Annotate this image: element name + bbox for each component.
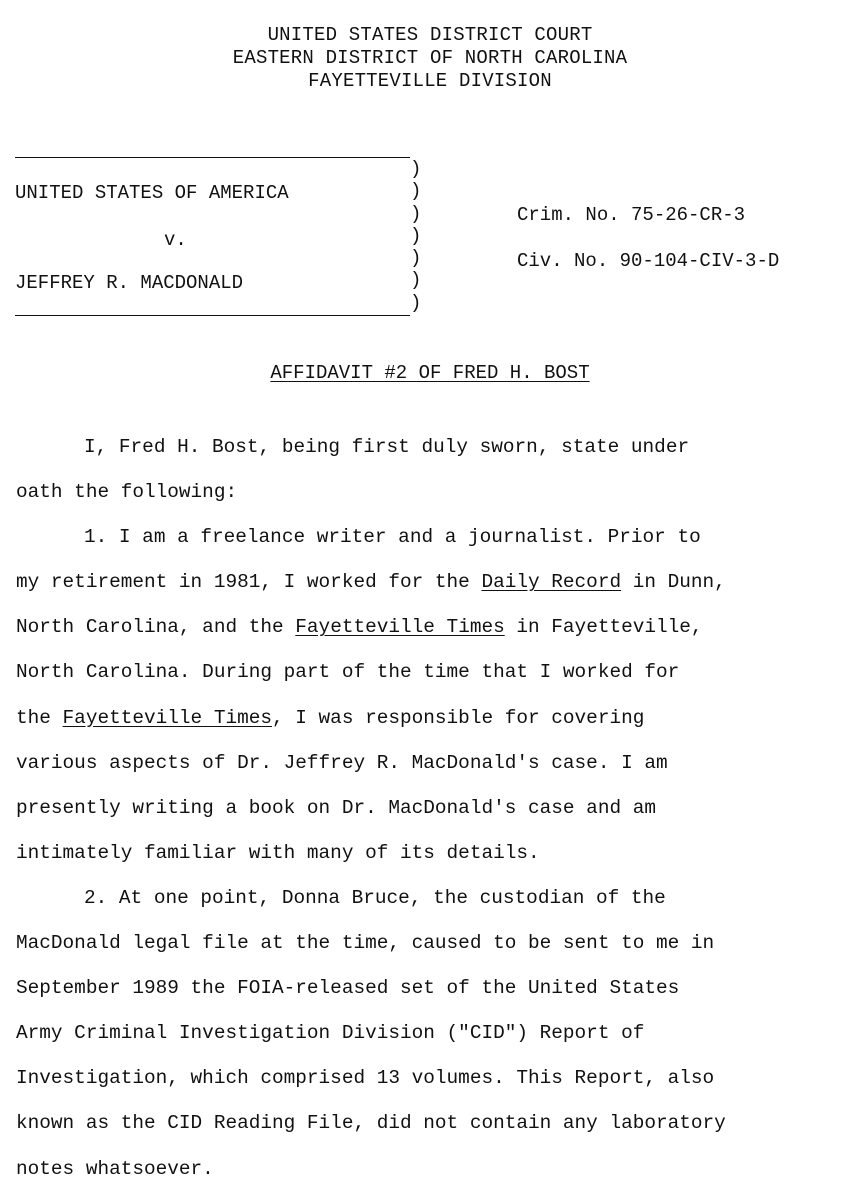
para1-line: presently writing a book on Dr. MacDonald's case and am xyxy=(16,796,656,819)
para2-line: Army Criminal Investigation Division ("CID") Report of xyxy=(16,1022,645,1045)
para1-line: North Carolina. During part of the time that I worked for xyxy=(16,661,680,684)
para1-line: various aspects of Dr. Jeffrey R. MacDonald's case. I am xyxy=(16,751,668,774)
para1-line xyxy=(16,605,856,650)
caption-paren: ) xyxy=(410,247,422,270)
civil-case-number: Civ. No. 90-104-CIV-3-D xyxy=(517,250,780,272)
para1-line xyxy=(16,696,856,741)
caption-paren: ) xyxy=(410,202,422,225)
caption-paren: ) xyxy=(410,180,422,203)
fayetteville-times-reference: Fayetteville Times xyxy=(295,616,505,639)
text-run: in Dunn, xyxy=(621,571,726,594)
district-name: EASTERN DISTRICT OF NORTH CAROLINA xyxy=(232,47,628,69)
caption-defendant: JEFFREY R. MACDONALD xyxy=(15,272,244,294)
intro-line: oath the following: xyxy=(16,481,238,504)
fayetteville-times-reference: Fayetteville Times xyxy=(62,706,272,729)
para2-line: known as the CID Reading File, did not contain any laboratory xyxy=(16,1112,726,1135)
caption-paren-column xyxy=(410,158,421,314)
caption-plaintiff: UNITED STATES OF AMERICA xyxy=(15,182,289,204)
text-run: North Carolina, and the xyxy=(16,616,296,639)
affidavit-body xyxy=(16,425,856,1192)
text-run: , I was responsible for covering xyxy=(272,706,645,729)
court-header xyxy=(0,24,860,93)
text-run: in Fayetteville, xyxy=(504,616,703,639)
para2-line: 2. At one point, Donna Bruce, the custodian of the xyxy=(84,886,666,909)
text-run: the xyxy=(16,706,63,729)
daily-record-reference: Daily Record xyxy=(481,571,622,594)
para1-line: intimately familiar with many of its details. xyxy=(16,841,540,864)
caption-paren: ) xyxy=(410,158,422,180)
para2-line: MacDonald legal file at the time, caused to be sent to me in xyxy=(16,932,715,955)
para2-line: Investigation, which comprised 13 volumes. This Report, also xyxy=(16,1067,715,1090)
para1-line: 1. I am a freelance writer and a journalist. Prior to xyxy=(84,526,701,549)
intro-line: I, Fred H. Bost, being first duly sworn, state under xyxy=(84,436,690,458)
para2-line: notes whatsoever. xyxy=(16,1157,214,1180)
caption-versus: v. xyxy=(164,229,187,251)
text-run: my retirement in 1981, I worked for the xyxy=(16,571,482,594)
court-name: UNITED STATES DISTRICT COURT xyxy=(267,24,593,46)
division-name: FAYETTEVILLE DIVISION xyxy=(308,70,552,92)
caption-top-rule xyxy=(15,157,410,158)
caption-paren: ) xyxy=(410,291,422,314)
caption-paren: ) xyxy=(410,224,422,247)
affidavit-title: AFFIDAVIT #2 OF FRED H. BOST xyxy=(270,362,590,384)
caption-paren: ) xyxy=(410,269,422,292)
para1-line xyxy=(16,560,856,605)
caption-bottom-rule xyxy=(15,315,410,316)
criminal-case-number: Crim. No. 75-26-CR-3 xyxy=(517,204,746,226)
para2-line: September 1989 the FOIA-released set of the United States xyxy=(16,977,680,1000)
